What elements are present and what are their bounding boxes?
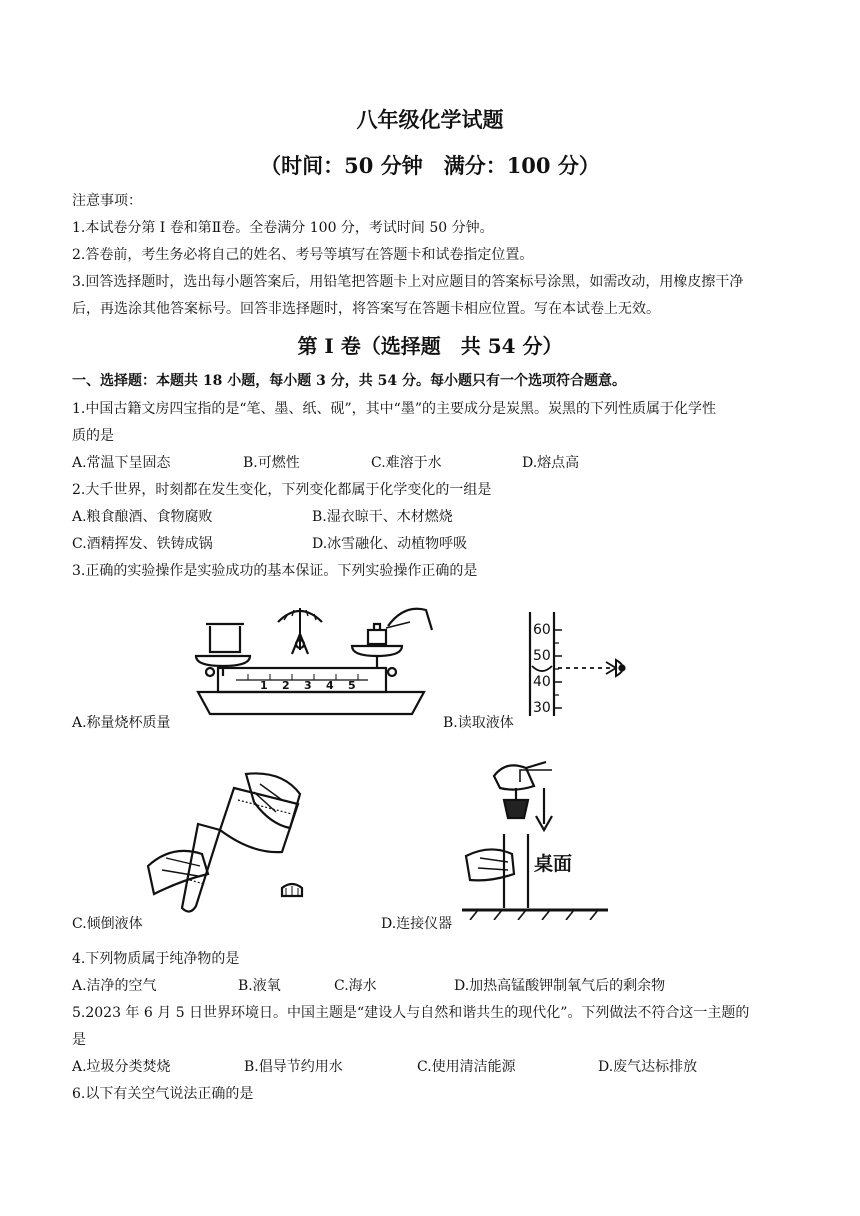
scale-mark: 2 xyxy=(282,679,290,692)
pouring-liquid-illustration xyxy=(142,770,342,920)
cylinder-mark: 30 xyxy=(533,700,551,716)
q2-option-a: A.粮食酿酒、食物腐败 xyxy=(72,509,213,525)
page-subtitle: （时间：50 分钟 满分：100 分） xyxy=(260,153,600,178)
question-5-stem-cont: 是 xyxy=(72,1032,86,1048)
desk-label: 桌面 xyxy=(534,853,573,875)
q2-option-c: C.酒精挥发、铁铸成锅 xyxy=(72,536,213,552)
q3-option-d: D.连接仪器 xyxy=(381,916,453,932)
connecting-apparatus-illustration xyxy=(460,758,610,920)
note-item: 后，再选涂其他答案标号。回答非选择题时，将答案写在答题卡相应位置。写在本试卷上无效。 xyxy=(72,301,660,317)
question-6-stem: 6.以下有关空气说法正确的是 xyxy=(72,1086,254,1102)
scale-mark: 4 xyxy=(326,679,334,692)
note-item: 3.回答选择题时，选出每小题答案后，用铅笔把答题卡上对应题目的答案标号涂黑，如需改动，用橡皮擦干净 xyxy=(72,274,744,290)
question-1-stem-cont: 质的是 xyxy=(72,428,114,444)
q5-option-b: B.倡导节约用水 xyxy=(244,1059,343,1075)
q5-option-c: C.使用清洁能源 xyxy=(417,1059,516,1075)
q1-option-b: B.可燃性 xyxy=(243,455,300,471)
question-3-stem: 3.正确的实验操作是实验成功的基本保证。下列实验操作正确的是 xyxy=(72,563,478,579)
q4-option-d: D.加热高锰酸钾制氧气后的剩余物 xyxy=(454,978,666,994)
q4-option-c: C.海水 xyxy=(334,978,377,994)
q5-option-a: A.垃圾分类焚烧 xyxy=(72,1059,171,1075)
q4-option-a: A.洁净的空气 xyxy=(72,978,157,994)
q5-option-d: D.废气达标排放 xyxy=(598,1059,698,1075)
q1-option-d: D.熔点高 xyxy=(522,455,580,471)
question-4-stem: 4.下列物质属于纯净物的是 xyxy=(72,951,240,967)
q3-option-c: C.倾倒液体 xyxy=(72,916,143,932)
scale-mark: 3 xyxy=(304,679,312,692)
cylinder-mark: 50 xyxy=(533,648,551,664)
question-1-stem: 1.中国古籍文房四宝指的是“笔、墨、纸、砚”，其中“墨”的主要成分是炭黑。炭黑的下列性质属于化学性 xyxy=(72,401,716,417)
note-item: 2.答卷前，考生务必将自己的姓名、考号等填写在答题卡和试卷指定位置。 xyxy=(72,247,534,263)
scale-mark: 1 xyxy=(260,679,268,692)
note-item: 1.本试卷分第 I 卷和第Ⅱ卷。全卷满分 100 分，考试时间 50 分钟。 xyxy=(72,220,494,236)
question-2-stem: 2.大千世界，时刻都在发生变化，下列变化都属于化学变化的一组是 xyxy=(72,482,492,498)
q2-option-b: B.湿衣晾干、木材燃烧 xyxy=(312,509,453,525)
graduated-cylinder-illustration xyxy=(528,612,640,718)
q1-option-c: C.难溶于水 xyxy=(371,455,442,471)
question-5-stem: 5.2023 年 6 月 5 日世界环境日。中国主题是“建设人与自然和谐共生的现代化”。下列做法不符合这一主题的 xyxy=(72,1005,750,1021)
cylinder-mark: 60 xyxy=(533,622,551,638)
q3-option-a: A.称量烧杯质量 xyxy=(72,715,171,731)
q2-option-d: D.冰雪融化、动植物呼吸 xyxy=(312,536,468,552)
section-title: 第 I 卷（选择题 共 54 分） xyxy=(297,334,563,358)
q4-option-b: B.液氧 xyxy=(238,978,281,994)
cylinder-mark: 40 xyxy=(533,674,551,690)
scale-mark: 5 xyxy=(348,679,356,692)
page-title: 八年级化学试题 xyxy=(356,107,504,132)
balance-illustration xyxy=(188,600,438,718)
q3-option-b: B.读取液体 xyxy=(443,715,514,731)
notes-heading: 注意事项： xyxy=(72,193,142,209)
section-instruction: 一、选择题：本题共 18 小题，每小题 3 分，共 54 分。每小题只有一个选项符合题意。 xyxy=(72,373,626,389)
q1-option-a: A.常温下呈固态 xyxy=(72,455,171,471)
